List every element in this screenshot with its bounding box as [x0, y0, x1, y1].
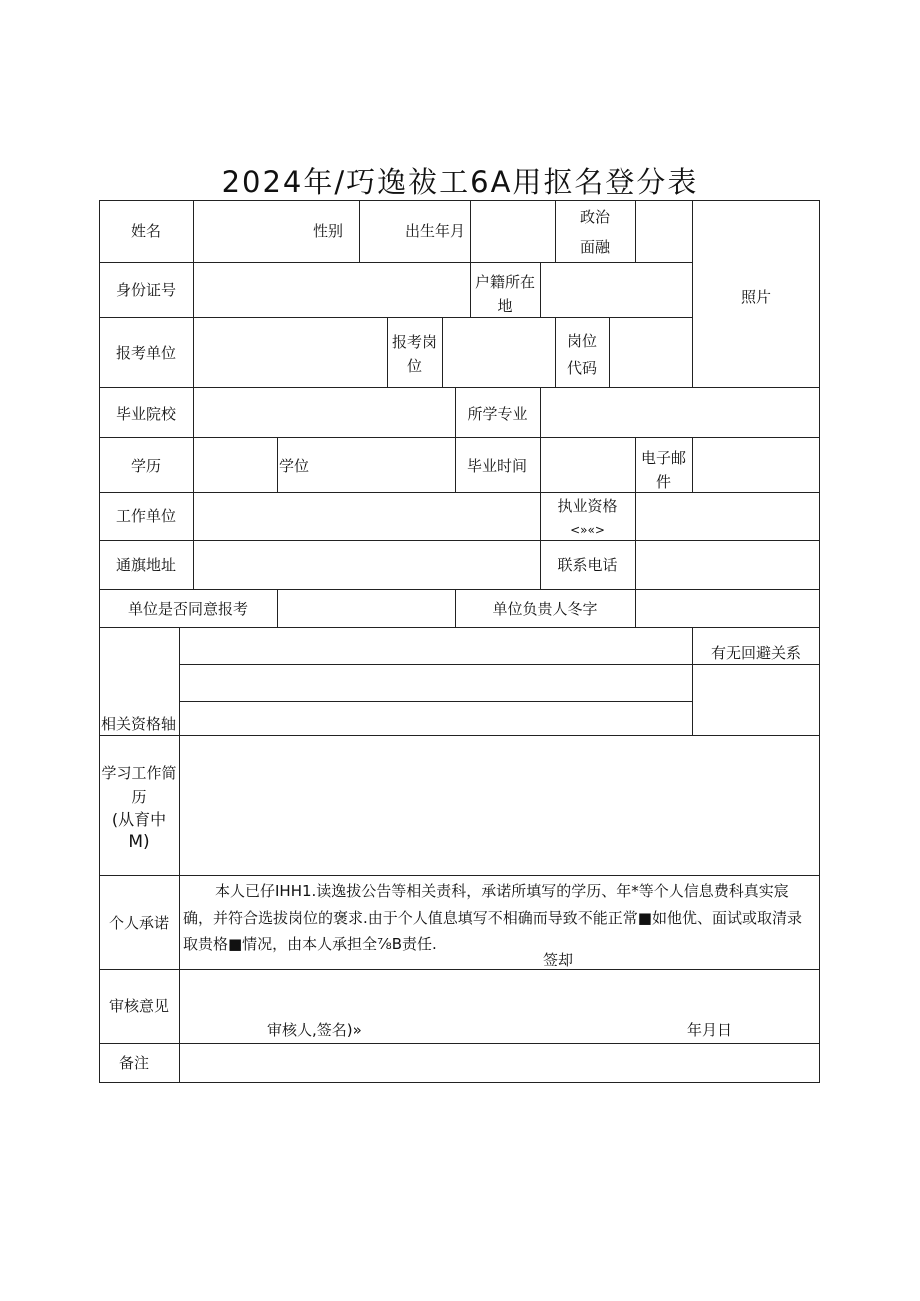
degree-level-label: 学历 [130, 457, 161, 475]
position-code-label-line-1: 岗位 [566, 332, 597, 350]
position-label-line-1: 报考岗 [391, 333, 437, 351]
qualification-label-line-1: 执业资格 [557, 497, 618, 515]
row-border [99, 317, 693, 318]
position-code-label-line-2: 代码 [566, 359, 597, 377]
qualification-label-line-2: <»«> [570, 523, 605, 537]
major-field[interactable] [541, 388, 819, 437]
birth-label: 出生年月 [405, 222, 466, 240]
degree-level-field[interactable] [194, 438, 277, 492]
id-field[interactable] [194, 263, 470, 317]
gender-label: 性别 [313, 222, 344, 240]
qualification-entry-3[interactable] [180, 702, 692, 735]
address-field[interactable] [194, 541, 540, 589]
avoid-relation-label: 有无回避关系 [710, 644, 801, 662]
work-unit-label: 工作单位 [115, 507, 176, 525]
resume-field[interactable] [180, 736, 819, 875]
qualification-entry-1[interactable] [180, 628, 692, 664]
form-title: 2024年/巧逸祓工6A用抠名登分表 [221, 165, 699, 199]
grad-time-label: 毕业时间 [467, 457, 528, 475]
school-field[interactable] [194, 388, 455, 437]
political-label-line-1: 政治 [579, 208, 610, 226]
registration-form-table [99, 200, 820, 1083]
qualification-field[interactable] [636, 493, 819, 540]
commitment-label: 个人承诺 [108, 914, 169, 932]
column-border [455, 437, 456, 492]
review-field[interactable] [180, 970, 819, 1016]
consent-label: 单位是否同意报考 [127, 600, 248, 618]
unit-field[interactable] [194, 318, 387, 387]
commitment-text: 本人已仔IHH1.读逸拔公告等相关责科，承诺所填写的学历、年*等个人信息费科真实宸确，并符合选拔岗位的褒求.由于个人值息填写不相确而导致不能正常■如他优、面试或取清录取贵格■情况，由本人承担全⅞B责任. [183, 882, 802, 953]
school-label: 毕业院校 [115, 405, 176, 423]
degree-label: 学位 [279, 457, 310, 475]
photo-area[interactable] [693, 201, 819, 387]
political-field[interactable] [636, 201, 692, 261]
email-field[interactable] [693, 438, 819, 492]
row-border [99, 1082, 820, 1083]
major-label: 所学专业 [467, 405, 528, 423]
qualification-entry-2[interactable] [180, 665, 692, 701]
position-code-field[interactable] [610, 318, 692, 387]
name-label: 姓名 [130, 222, 161, 240]
gender-field[interactable] [345, 201, 359, 261]
commitment-sign-label: 签却 [543, 951, 574, 969]
unit-label: 报考单位 [115, 344, 176, 362]
work-unit-field[interactable] [194, 493, 540, 540]
review-date-label: 年月日 [687, 1021, 733, 1039]
birth-field[interactable] [471, 201, 555, 261]
id-label: 身份证号 [115, 281, 176, 299]
column-border [819, 200, 820, 1083]
email-label-line-2: 件 [655, 473, 671, 491]
resume-label-line-1: 学习工作简 [101, 764, 177, 782]
email-label-line-1: 电子邮 [640, 449, 686, 467]
notes-field[interactable] [180, 1044, 819, 1082]
unit-signature-label: 单位负贵人冬字 [492, 600, 598, 618]
reviewer-label: 审核人,签名)» [267, 1021, 362, 1039]
review-label: 审核意见 [108, 997, 169, 1015]
political-label-line-2: 面融 [579, 238, 610, 256]
column-border [359, 200, 360, 262]
resume-label-line-3: (从育中 [111, 810, 167, 829]
avoid-relation-field[interactable] [693, 665, 819, 735]
resume-label-line-2: 历 [131, 788, 147, 806]
notes-label: 备注 [118, 1054, 149, 1072]
column-border [277, 437, 278, 492]
household-field[interactable] [541, 263, 692, 317]
address-label: 通旗地址 [115, 556, 176, 574]
name-field[interactable] [193, 201, 313, 261]
column-border [99, 200, 100, 1083]
household-label-line-2: 地 [497, 297, 513, 315]
column-border [555, 200, 556, 262]
photo-label: 照片 [740, 288, 771, 306]
qualification-section-label: 相关资格轴 [101, 715, 177, 733]
row-border [99, 875, 820, 876]
unit-signature-field[interactable] [636, 590, 819, 627]
degree-field[interactable] [313, 438, 455, 492]
resume-label-line-4: M) [128, 832, 150, 852]
phone-label: 联系电话 [557, 556, 618, 574]
position-label-line-2: 位 [406, 357, 422, 375]
position-field[interactable] [443, 318, 555, 387]
consent-field[interactable] [278, 590, 455, 627]
grad-time-field[interactable] [541, 438, 635, 492]
household-label-line-1: 户籍所在 [474, 273, 535, 291]
phone-field[interactable] [636, 541, 819, 589]
